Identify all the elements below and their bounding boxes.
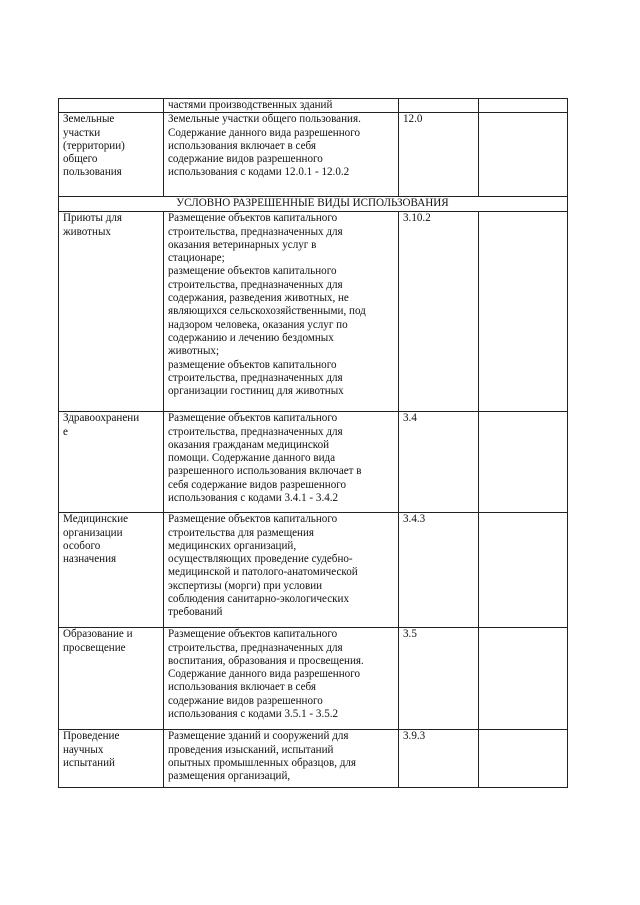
use-description-cell: Размещение объектов капитального строительства, предназначенных для оказания ветеринарных услуг в стационаре; размещение объектов капитального строительства, предназначенных для содержания, разведения животных, не являющихся сельскохозяйственными, под надзором человека, оказания услуг по содержанию и лечению бездомных животных; размещение объектов капитального строительства, предназначенных для организации гостиниц для животных [164, 212, 399, 412]
use-name-cell [59, 99, 164, 113]
use-name-cell: Земельные участки (территории) общего пользования [59, 113, 164, 197]
table-row [59, 412, 568, 513]
use-code-cell: 3.4 [399, 412, 479, 513]
use-description-cell: Размещение зданий и сооружений для проведения изысканий, испытаний опытных промышленных образцов, для размещения организаций, [164, 730, 399, 788]
extra-cell [479, 412, 568, 513]
use-code-cell: 12.0 [399, 113, 479, 197]
extra-cell [479, 212, 568, 412]
use-code-cell: 3.4.3 [399, 513, 479, 628]
use-description-cell: Размещение объектов капитального строительства, предназначенных для воспитания, образования и просвещения. Содержание данного вида разрешенного использования включает в себя содержание видов разрешенного использования с кодами 3.5.1 - 3.5.2 [164, 628, 399, 730]
extra-cell [479, 628, 568, 730]
extra-cell [479, 113, 568, 197]
use-name-cell: Здравоохранени е [59, 412, 164, 513]
table-row [59, 99, 568, 113]
use-description-cell: частями производственных зданий [164, 99, 399, 113]
extra-cell [479, 730, 568, 788]
use-code-cell: 3.10.2 [399, 212, 479, 412]
land-use-table [58, 98, 568, 788]
use-name-cell: Приюты для животных [59, 212, 164, 412]
use-name-cell: Проведение научных испытаний [59, 730, 164, 788]
table-row [59, 513, 568, 628]
table-row [59, 113, 568, 197]
section-header-row [59, 197, 568, 212]
extra-cell [479, 513, 568, 628]
use-description-cell: Размещение объектов капитального строительства, предназначенных для оказания гражданам медицинской помощи. Содержание данного вида разрешенного использования включает в себя содержание видов разрешенного использования с кодами 3.4.1 - 3.4.2 [164, 412, 399, 513]
table-row [59, 628, 568, 730]
table-row [59, 212, 568, 412]
use-description-cell: Размещение объектов капитального строительства для размещения медицинских организаций, осуществляющих проведение судебно- медицинской и патолого-анатомической экспертизы (морги) при условии соблюдения санитарно-экологических требований [164, 513, 399, 628]
table-row [59, 730, 568, 788]
extra-cell [479, 99, 568, 113]
use-name-cell: Медицинские организации особого назначения [59, 513, 164, 628]
use-code-cell: 3.5 [399, 628, 479, 730]
use-code-cell [399, 99, 479, 113]
use-name-cell: Образование и просвещение [59, 628, 164, 730]
section-title: УСЛОВНО РАЗРЕШЕННЫЕ ВИДЫ ИСПОЛЬЗОВАНИЯ [59, 197, 568, 212]
use-description-cell: Земельные участки общего пользования. Содержание данного вида разрешенного использования включает в себя содержание видов разрешенного использования с кодами 12.0.1 - 12.0.2 [164, 113, 399, 197]
use-code-cell: 3.9.3 [399, 730, 479, 788]
